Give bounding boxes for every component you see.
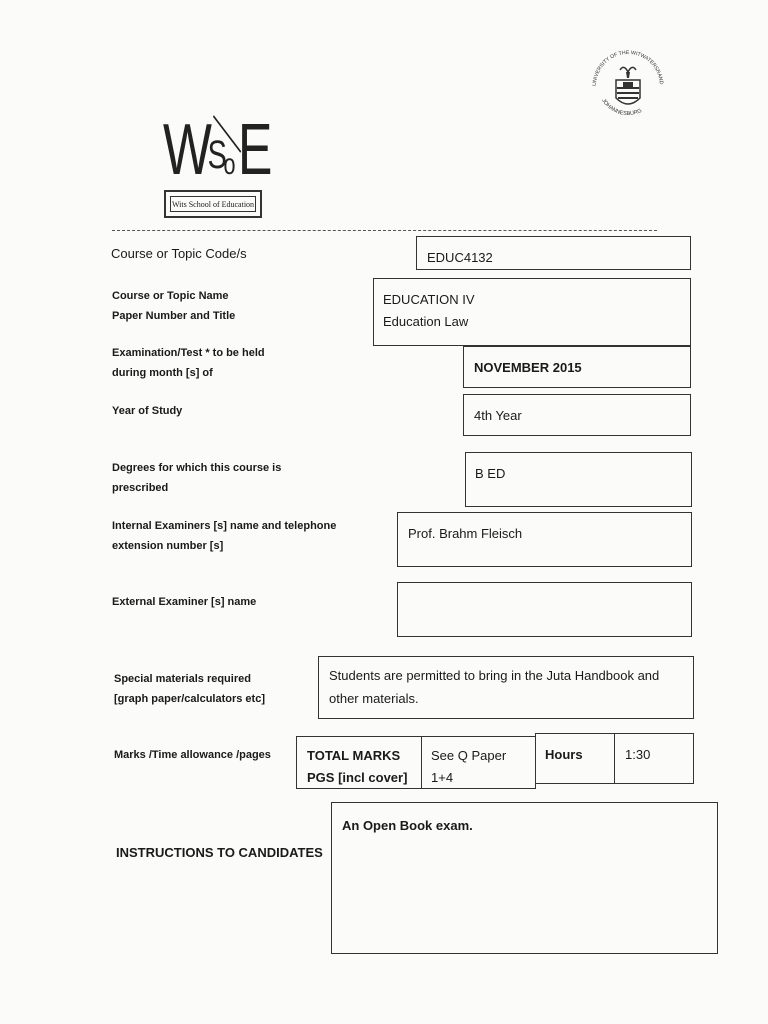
wsoe-logo xyxy=(163,109,270,196)
exam-month-value: NOVEMBER 2015 xyxy=(474,360,582,375)
course-name-label: Course or Topic Name Paper Number and Title xyxy=(112,290,236,322)
special-materials-value-2: other materials. xyxy=(329,691,419,706)
svg-text:o: o xyxy=(223,146,233,181)
total-marks-value[interactable]: See Q Paper xyxy=(431,748,507,763)
external-examiners-label: External Examiner [s] name xyxy=(112,596,257,608)
logo-subtitle: Wits School of Education xyxy=(170,196,256,212)
instructions-value: An Open Book exam. xyxy=(342,818,473,833)
instructions-field[interactable] xyxy=(331,802,718,954)
degrees-value: B ED xyxy=(475,466,506,481)
university-seal xyxy=(582,40,674,132)
hours-table xyxy=(535,733,694,784)
divider xyxy=(112,230,657,231)
svg-text:UNIVERSITY OF THE WITWATERSRAN: UNIVERSITY OF THE WITWATERSRAND xyxy=(591,49,665,87)
internal-examiners-label: Internal Examiners [s] name and telephone extension number [s] xyxy=(112,520,337,552)
year-of-study-label: Year of Study xyxy=(112,405,183,417)
instructions-label: INSTRUCTIONS TO CANDIDATES xyxy=(116,845,323,860)
external-examiners-field[interactable] xyxy=(397,582,692,637)
hours-label: Hours xyxy=(545,747,583,762)
pages-value[interactable]: 1+4 xyxy=(431,770,454,785)
special-materials-value-1: Students are permitted to bring in the Juta Handbook and xyxy=(329,668,660,683)
exam-month-label: Examination/Test * to be held during month [s] of xyxy=(112,347,265,379)
internal-examiners-field[interactable] xyxy=(397,512,692,567)
course-name-value-1: EDUCATION IV xyxy=(383,292,475,307)
special-materials-field[interactable] xyxy=(318,656,694,719)
svg-text:W: W xyxy=(163,109,210,191)
exam-month-field[interactable] xyxy=(463,346,691,388)
wsoe-logo-icon xyxy=(163,109,270,191)
year-of-study-field[interactable] xyxy=(463,394,691,436)
course-name-field[interactable] xyxy=(373,278,691,346)
svg-text:JOHANNESBURG: JOHANNESBURG xyxy=(600,97,643,118)
course-code-field[interactable] xyxy=(416,236,691,270)
internal-examiners-value: Prof. Brahm Fleisch xyxy=(408,526,523,541)
course-code-value: EDUC4132 xyxy=(427,250,493,265)
hours-value[interactable]: 1:30 xyxy=(625,747,651,762)
logo-subtitle-box xyxy=(164,190,262,218)
seal-emblem-icon xyxy=(582,40,674,132)
marks-label: Marks /Time allowance /pages xyxy=(114,749,271,761)
special-materials-label: Special materials required [graph paper/calculators etc] xyxy=(114,673,265,705)
svg-text:E: E xyxy=(237,109,270,191)
total-marks-table xyxy=(296,736,536,789)
total-marks-label: TOTAL MARKS xyxy=(307,748,401,763)
course-code-label: Course or Topic Code/s xyxy=(111,246,247,261)
svg-text:S: S xyxy=(207,132,224,178)
degrees-field[interactable] xyxy=(465,452,692,507)
degrees-label: Degrees for which this course is prescribed xyxy=(112,462,282,494)
year-of-study-value: 4th Year xyxy=(474,408,522,423)
pages-label: PGS [incl cover] xyxy=(307,770,408,785)
course-name-value-2: Education Law xyxy=(383,314,469,329)
